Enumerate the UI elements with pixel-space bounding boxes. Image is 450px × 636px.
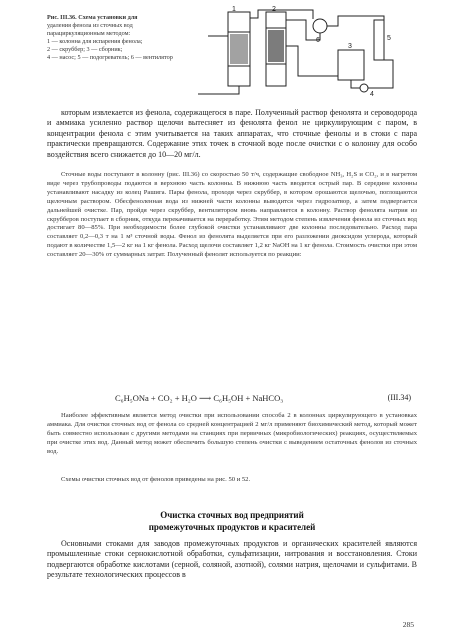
callout-label: 1 bbox=[232, 6, 236, 13]
callout-label: 6 bbox=[316, 37, 320, 44]
figure-caption bbox=[47, 14, 187, 62]
callout-label: 5 bbox=[387, 35, 391, 42]
paragraph-2: Сточные воды поступают в колонну (рис. III.36) со скоростью 50 т/ч, содержащие свободное NH₃, H₂S и CO₂, и в нагретом виде через трубопроводы подаются в верхнюю часть колонны. В нижнюю часть вводится острый пар. В середине колонны устанавливают насадку из колец Рашига. Пары фенола, проходя через скруббер, в котором орошаются щелочью, поглощаются щелочным раствором. Обесфеноленная вода из нижней части колонны выводится через гидрозатвор, а затем подвергается дальнейшей очистке. Пар, пройдя через скруббер, вентилятором вновь направляется в колонну. Раствор фенолята натрия из скрубберов поступает в сборник, откуда перекачивается на переработку. Этим методом степень извлечения фенола из сточных вод достигает 80—85%. При необходимости более глубокой очистки устанавливают две колонны последовательно. Расход пара составляет 0,2—0,3 т на 1 м³ сточной воды. Фенол из фенолята выделяется при его разложении диоксидом углерода, который подают в количестве 1,5—2 кг на 1 кг фенола. Расход щелочи составляет 1,2 кг NaOH на 1 кг фенола. Стоимость очистки при этом составляет 20—30% от суммарных затрат. Полученный фенолят используется по реакции: bbox=[47, 171, 417, 259]
figure-caption-line: 4 — насос; 5 — подогреватель; 6 — вентилятор bbox=[47, 54, 173, 61]
paragraph-4: Схемы очистки сточных вод от фенолов приведены на рис. 50 и 52. bbox=[61, 476, 251, 483]
paragraph-1: которым извлекается из фенола, содержащегося в паре. Полученный раствор фенолята и сероводорода и аммиака усиленно раствор щелочи вытесняет из фенолята фенол не циркулирующим с паром, в концентрации фенола с этим учитывается на таких аппаратах, что сточные фенолы и в стоки с пара практически превращаются. Содержание этих точек в сточной воде после очистки с о колонну для особо воздействия всего снижается до 10—20 мг/л. bbox=[47, 108, 417, 159]
fan-shape bbox=[313, 19, 327, 33]
paragraph-5: Основными стоками для заводов промежуточных продуктов и органических красителей являются промышленные стоки сернокислотной обработки, сульфатизации, нитрования и восстановления. Стоки подвергаются обработке кислотами (серной, соляной, азотной), солями натрия, щелочами и сульфитами. В результате технологических процессов в bbox=[47, 539, 417, 580]
pump-shape bbox=[360, 84, 368, 92]
figure-caption-line: 1 — колонна для испарения фенола; bbox=[47, 38, 143, 45]
section-heading-line: промежуточных продуктов и красителей bbox=[148, 522, 316, 532]
section-heading-line: Очистка сточных вод предприятий bbox=[160, 510, 304, 520]
callout-label: 4 bbox=[370, 91, 374, 98]
paragraph-3: Наиболее эффективным является метод очистки при использовании способа 2 в колоннах циркулирующего в установках аммиака. Для очистки сточных вод от фенола со средней концентрацией 2 мг/л применяют биохимический метод, который может быть совместно использован с другими методами на станциях при первичных (микробиологических) реакциях, осуществляемых при очистке этих вод. Данный метод может обеспечить большую степень очистки с выведением остаточных фенолов из сточных вод. bbox=[47, 412, 417, 455]
process-diagram bbox=[188, 6, 418, 98]
figure-caption-line: 2 — скруббер; 3 — сборник; bbox=[47, 46, 123, 53]
page-number: 285 bbox=[402, 620, 414, 629]
collector-shape bbox=[338, 50, 364, 80]
equation-text: C₆H₅ONa + CO₂ + H₂O ⟶ C₆H₅OH + NaHCO₃ bbox=[115, 393, 284, 403]
chemical-equation bbox=[115, 393, 415, 404]
figure-caption-line: парациркуляционным методом: bbox=[47, 30, 131, 37]
equation-number: (III.34) bbox=[387, 393, 411, 402]
heater-shape bbox=[374, 20, 384, 60]
figure-caption-title: Рис. III.36. Схема установки для bbox=[47, 14, 138, 21]
section-heading bbox=[47, 509, 417, 533]
figure-caption-line: удаления фенола из сточных вод bbox=[47, 22, 133, 29]
callout-label: 3 bbox=[348, 43, 352, 50]
callout-label: 2 bbox=[272, 6, 276, 13]
